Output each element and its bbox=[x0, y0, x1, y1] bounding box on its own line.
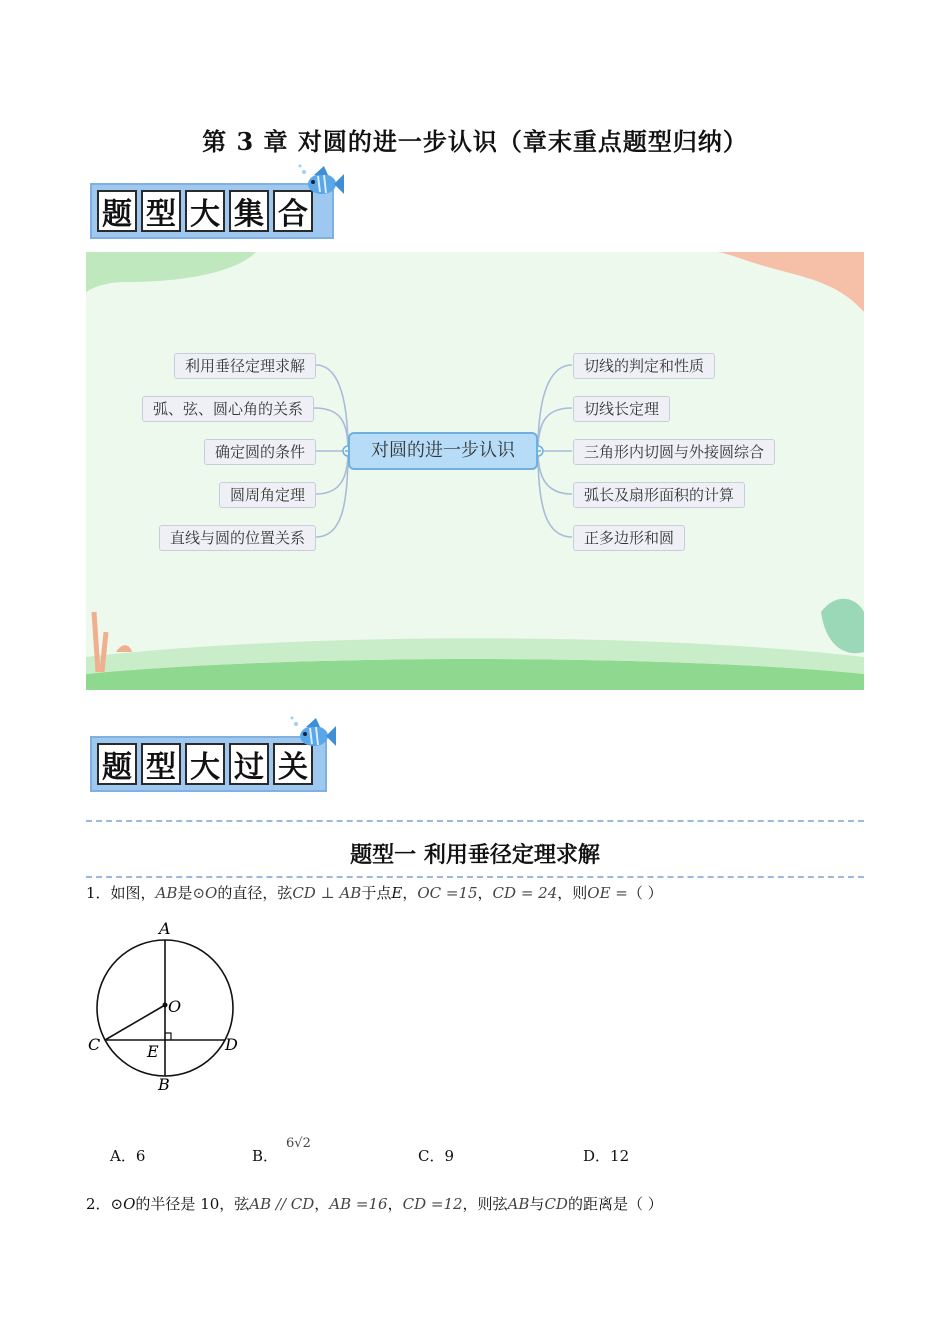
mindmap-topic: 切线长定理 bbox=[573, 396, 670, 422]
option-value: 9 bbox=[444, 1147, 455, 1165]
banner-char: 型 bbox=[141, 743, 181, 785]
math: OC =15 bbox=[417, 884, 478, 902]
fish-icon bbox=[298, 162, 344, 208]
math: CD = 24 bbox=[492, 884, 558, 902]
text: 于点 bbox=[361, 884, 392, 902]
mindmap-topic: 正多边形和圆 bbox=[573, 525, 685, 551]
mindmap-topic: 切线的判定和性质 bbox=[573, 353, 715, 379]
banner-char: 大 bbox=[185, 743, 225, 785]
banner-char: 过 bbox=[229, 743, 269, 785]
math: CD ⊥ AB bbox=[292, 884, 362, 902]
banner-char: 大 bbox=[185, 190, 225, 232]
math: AB bbox=[155, 884, 178, 902]
text: ，则弦 bbox=[462, 1195, 508, 1213]
divider bbox=[86, 876, 864, 878]
text: （ ） bbox=[627, 884, 663, 902]
banner-char: 题 bbox=[97, 190, 137, 232]
text: ， bbox=[387, 1195, 403, 1213]
math: CD =12 bbox=[402, 1195, 463, 1213]
math: ⊙O bbox=[192, 884, 218, 902]
mindmap-panel bbox=[86, 252, 864, 690]
option-value: 6√2 bbox=[286, 1136, 311, 1151]
text: 如图， bbox=[110, 884, 156, 902]
math: AB =16 bbox=[329, 1195, 388, 1213]
option-d[interactable] bbox=[583, 1145, 629, 1166]
mindmap-center-node: 对圆的进一步认识 bbox=[348, 432, 538, 470]
label-E: E bbox=[147, 1042, 159, 1061]
banner-char: 型 bbox=[141, 190, 181, 232]
banner-char: 题 bbox=[97, 743, 137, 785]
question-number: 1． bbox=[86, 884, 111, 902]
text: ，则 bbox=[557, 884, 588, 902]
mindmap-topic: 三角形内切圆与外接圆综合 bbox=[573, 439, 775, 465]
mindmap-topic: 确定圆的条件 bbox=[204, 439, 316, 465]
text: 是 bbox=[177, 884, 193, 902]
banner-char: 关 bbox=[273, 743, 313, 785]
option-letter: C． bbox=[418, 1147, 445, 1165]
section-title: 题型一 利用垂径定理求解 bbox=[350, 842, 600, 868]
mindmap-topic: 弧长及扇形面积的计算 bbox=[573, 482, 745, 508]
text: 的距离是（ ） bbox=[567, 1195, 663, 1213]
mindmap-topic: 直线与圆的位置关系 bbox=[159, 525, 316, 551]
fish-icon bbox=[290, 714, 336, 760]
math: CD bbox=[544, 1195, 568, 1213]
label-A: A bbox=[159, 919, 171, 938]
option-letter: A． bbox=[110, 1147, 136, 1165]
math: AB bbox=[507, 1195, 530, 1213]
question-2 bbox=[86, 1193, 663, 1214]
mindmap-topic: 利用垂径定理求解 bbox=[174, 353, 316, 379]
page-title: 第 3 章 对圆的进一步认识（章末重点题型归纳） bbox=[202, 127, 748, 156]
mindmap-topic: 圆周角定理 bbox=[219, 482, 316, 508]
label-C: C bbox=[88, 1035, 101, 1054]
option-value: 12 bbox=[610, 1147, 630, 1165]
banner-char: 集 bbox=[229, 190, 269, 232]
math: AB // CD bbox=[249, 1195, 315, 1213]
option-letter: D． bbox=[583, 1147, 611, 1165]
math: ⊙O bbox=[110, 1195, 136, 1213]
divider bbox=[86, 820, 864, 822]
label-D: D bbox=[225, 1035, 238, 1054]
text: ， bbox=[402, 884, 418, 902]
question-1 bbox=[86, 882, 663, 903]
question-number: 2． bbox=[86, 1195, 111, 1213]
circle-figure bbox=[84, 916, 244, 1096]
math: OE = bbox=[587, 884, 628, 902]
label-B: B bbox=[158, 1075, 170, 1094]
option-b[interactable] bbox=[252, 1136, 311, 1166]
option-c[interactable] bbox=[418, 1145, 454, 1166]
mindmap-background bbox=[86, 252, 864, 690]
banner-char: 合 bbox=[273, 190, 313, 232]
option-letter: B． bbox=[252, 1147, 279, 1165]
text: 的直径，弦 bbox=[217, 884, 293, 902]
text: ， bbox=[477, 884, 493, 902]
mindmap-topic: 弧、弦、圆心角的关系 bbox=[142, 396, 314, 422]
text: 的半径是 10，弦 bbox=[135, 1195, 250, 1213]
label-O: O bbox=[168, 997, 182, 1016]
option-a[interactable] bbox=[110, 1145, 145, 1166]
text: 与 bbox=[529, 1195, 545, 1213]
math: E bbox=[391, 884, 403, 902]
option-value: 6 bbox=[135, 1147, 146, 1165]
text: ， bbox=[314, 1195, 330, 1213]
